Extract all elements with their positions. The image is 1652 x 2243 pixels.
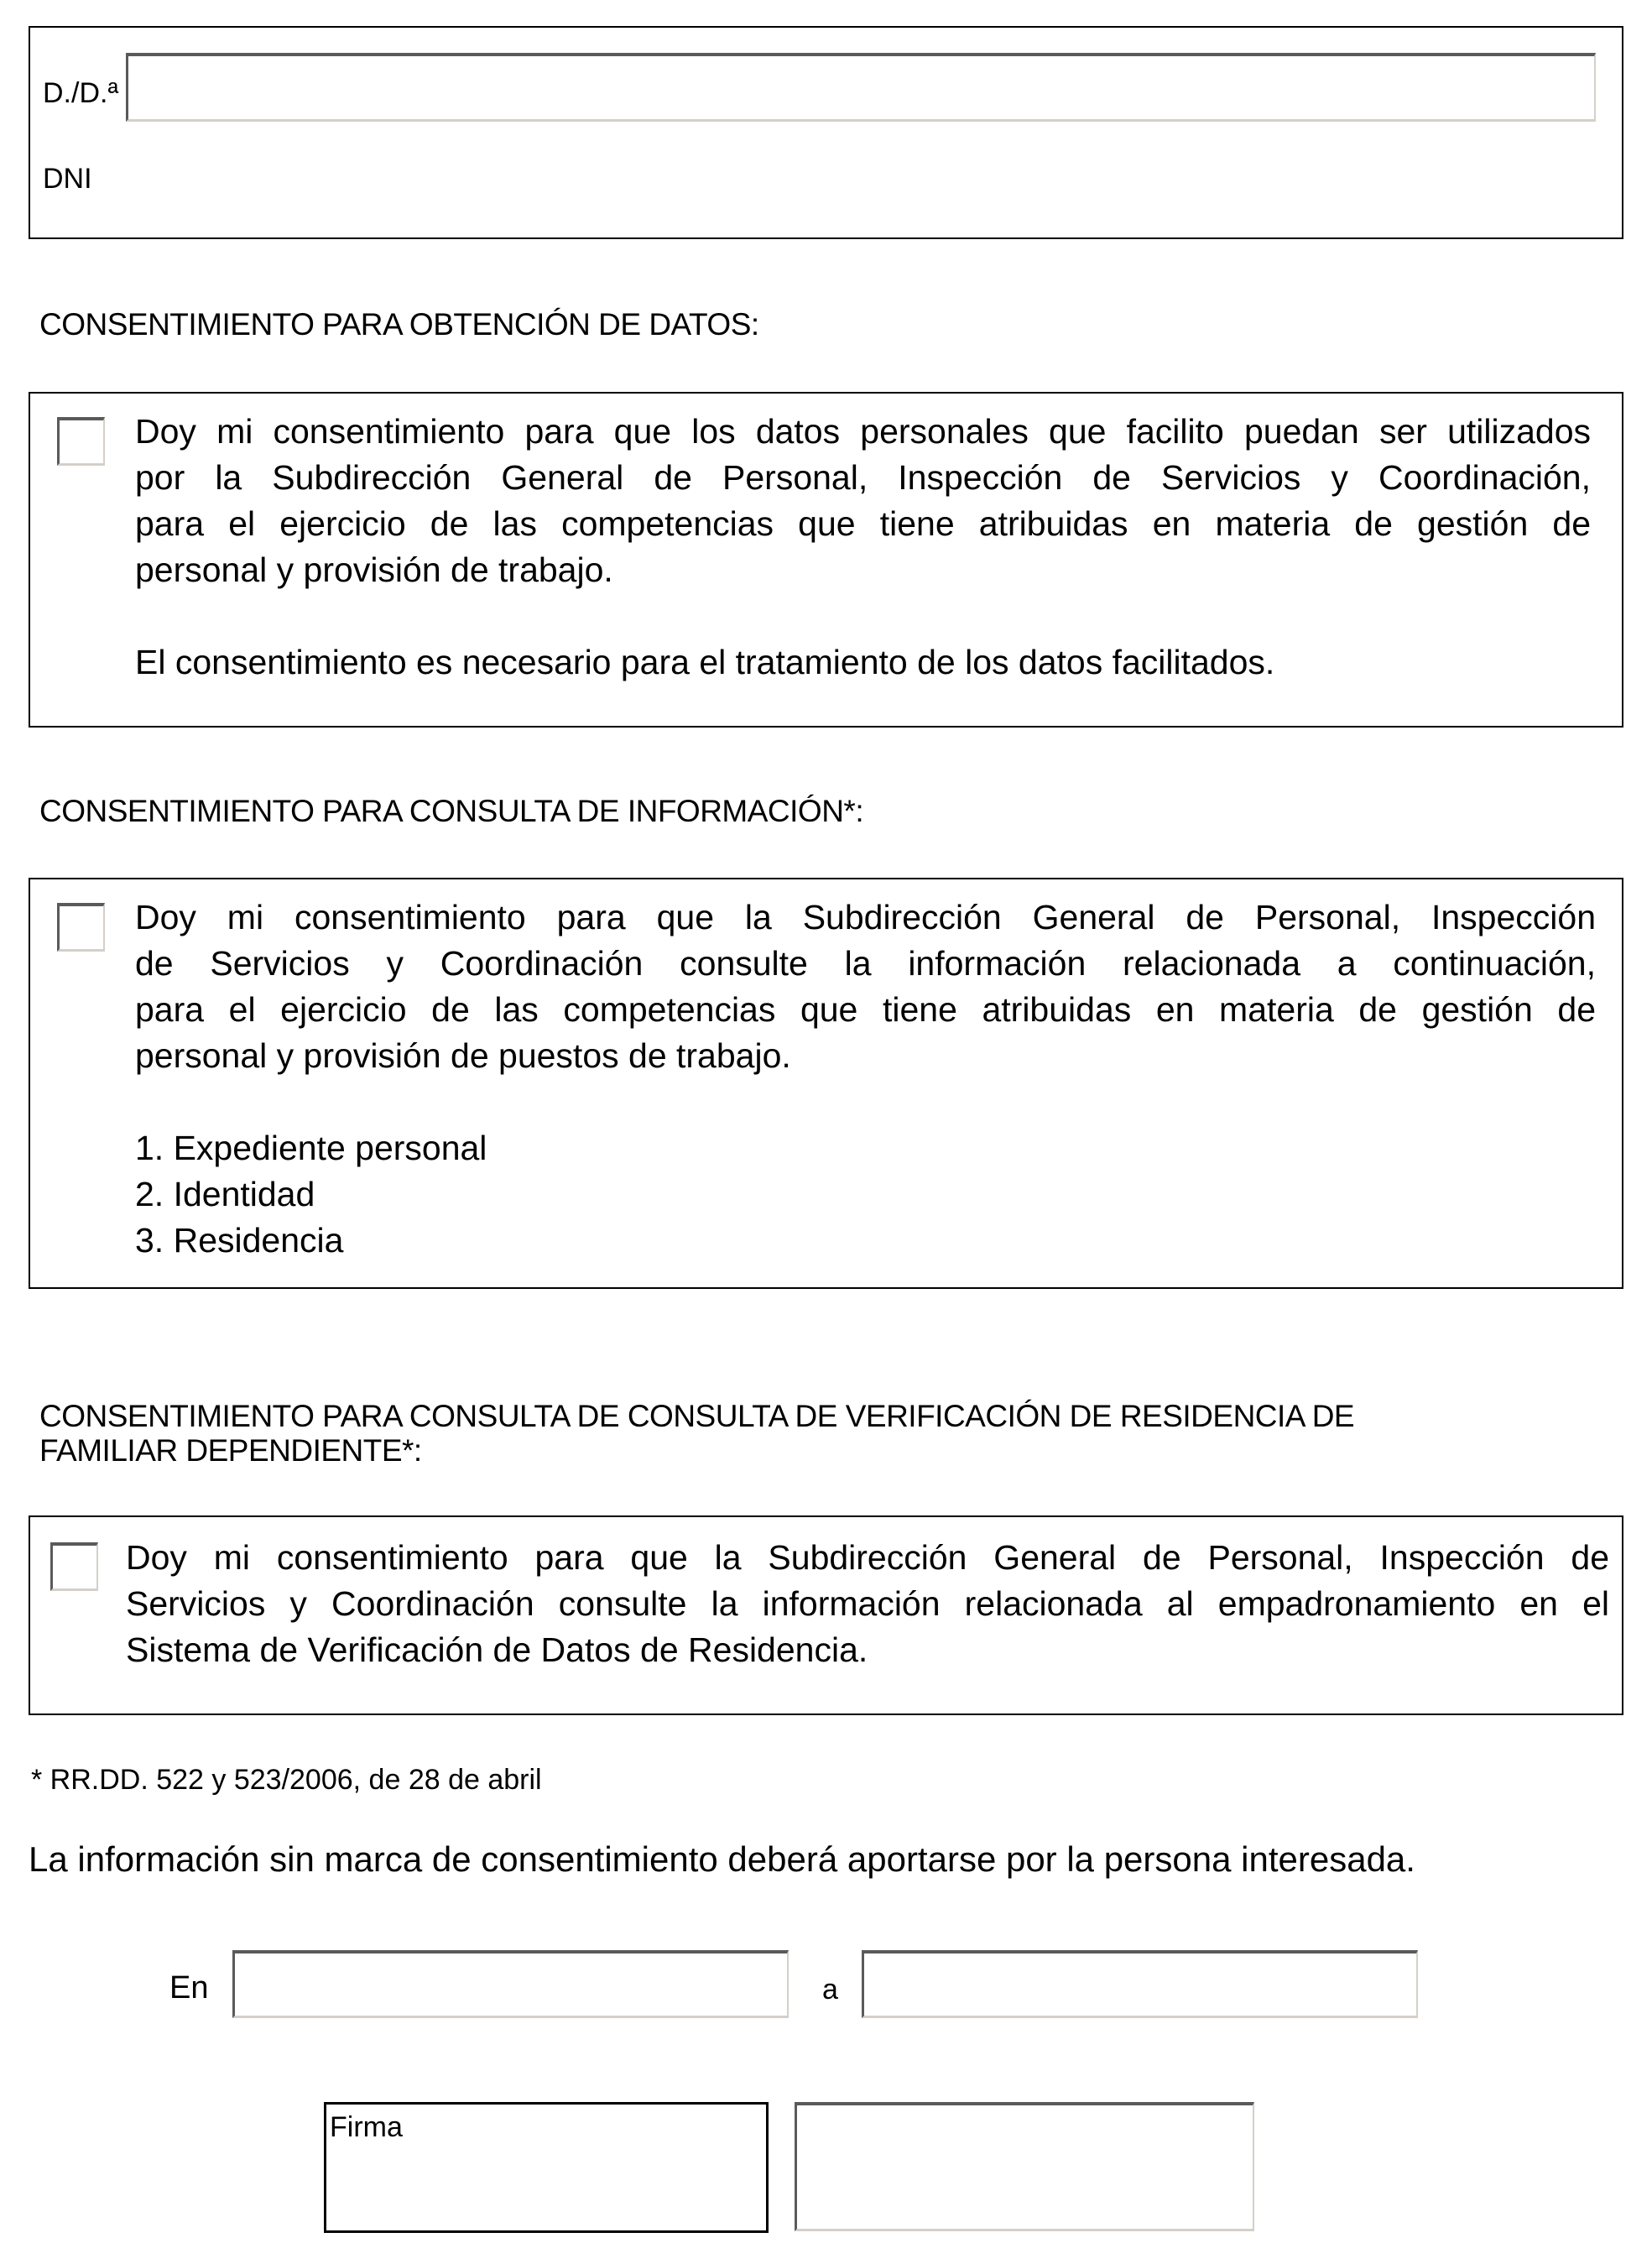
heading-line: CONSENTIMIENTO PARA CONSULTA DE CONSULTA DE VERIFICACIÓN DE RESIDENCIA DE <box>39 1399 1355 1433</box>
signature-field[interactable] <box>795 2102 1254 2231</box>
text-line: personal y provisión de trabajo. <box>135 550 613 589</box>
list-item-residencia: 3. Residencia <box>135 1221 344 1260</box>
checkbox-verificacion-residencia[interactable] <box>50 1542 98 1591</box>
text-line: por la Subdirección General de Personal, Inspección de Servicios y Coordinación, <box>135 458 1591 497</box>
text-line: Doy mi consentimiento para que la Subdirección General de Personal, Inspección <box>135 898 1596 936</box>
name-input[interactable] <box>126 53 1596 122</box>
consent-text-verificacion-residencia <box>126 1535 1609 1673</box>
checkbox-obtencion-datos[interactable] <box>57 417 105 466</box>
consent-text-obtencion-datos <box>135 409 1591 686</box>
text-line: para el ejercicio de las competencias que tiene atribuidas en materia de gestión de <box>135 504 1591 543</box>
text-line: Sistema de Verificación de Datos de Residencia. <box>126 1630 868 1669</box>
checkbox-consulta-informacion[interactable] <box>57 903 105 952</box>
section-heading-verificacion-residencia <box>39 1399 1354 1468</box>
consent-note: El consentimiento es necesario para el tratamiento de los datos facilitados. <box>135 643 1275 681</box>
footnote: * RR.DD. 522 y 523/2006, de 28 de abril <box>31 1764 542 1796</box>
text-line: Doy mi consentimiento para que la Subdirección General de Personal, Inspección de <box>126 1538 1609 1577</box>
name-label: D./D.ª <box>43 77 119 109</box>
heading-line: FAMILIAR DEPENDIENTE*: <box>39 1433 422 1468</box>
consent-text-consulta-informacion <box>135 895 1596 1264</box>
signature-label: Firma <box>330 2111 403 2143</box>
section-heading-consulta-informacion: CONSENTIMIENTO PARA CONSULTA DE INFORMACIÓN*: <box>39 794 864 828</box>
signature-box <box>324 2102 769 2233</box>
section-heading-obtencion-datos: CONSENTIMIENTO PARA OBTENCIÓN DE DATOS: <box>39 307 759 342</box>
text-line: para el ejercicio de las competencias que tiene atribuidas en materia de gestión de <box>135 990 1596 1029</box>
text-line: de Servicios y Coordinación consulte la información relacionada a continuación, <box>135 944 1596 983</box>
info-text: La información sin marca de consentimiento deberá aportarse por la persona interesada. <box>29 1839 1415 1879</box>
text-line: Servicios y Coordinación consulte la información relacionada al empadronamiento en el <box>126 1584 1609 1623</box>
text-line: personal y provisión de puestos de trabajo. <box>135 1036 791 1075</box>
a-label: a <box>822 1974 838 2006</box>
date-input[interactable] <box>862 1950 1418 2018</box>
list-item-expediente: 1. Expediente personal <box>135 1129 487 1167</box>
place-input[interactable] <box>232 1950 789 2018</box>
en-label: En <box>169 1970 209 2006</box>
text-line: Doy mi consentimiento para que los datos personales que facilito puedan ser utilizados <box>135 412 1591 451</box>
list-item-identidad: 2. Identidad <box>135 1175 315 1213</box>
dni-label: DNI <box>43 163 92 195</box>
